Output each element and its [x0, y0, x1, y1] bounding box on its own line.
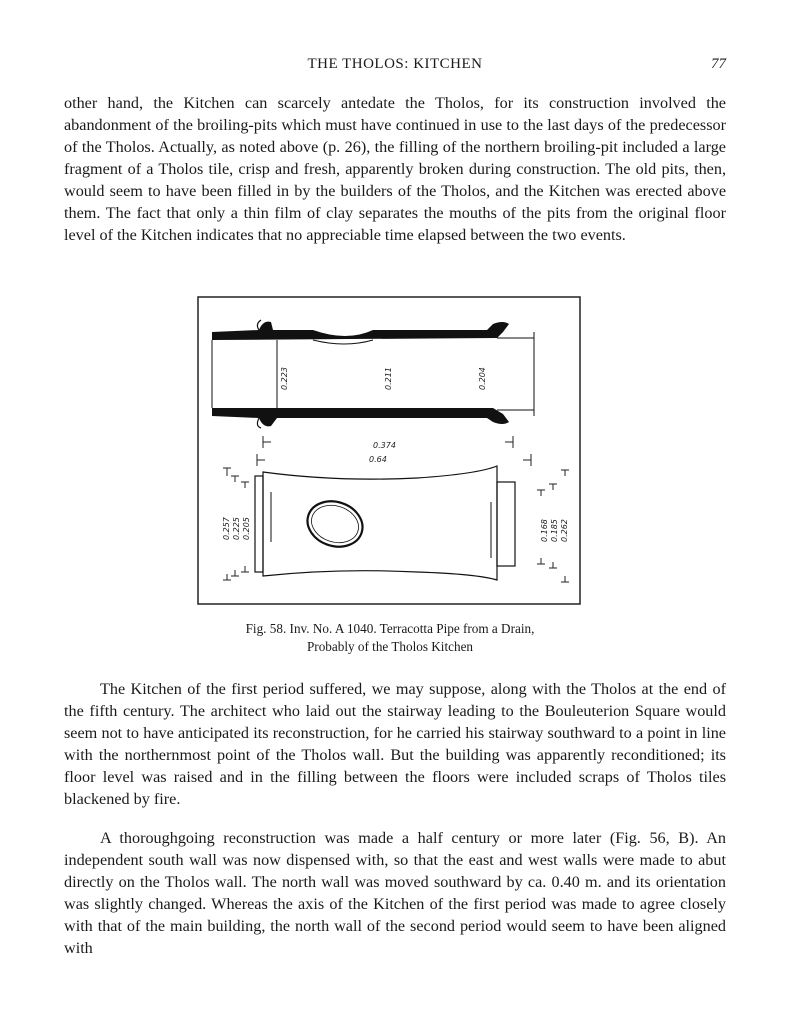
dim-right-d1: 0.168	[540, 519, 549, 542]
paragraph-3: A thoroughgoing reconstruction was made a half century or more later (Fig. 56, B). An independent south wall was now dispensed with, so that the east and west walls were made to abut directly on the Tholos wall. The north wall was moved southward by ca. 0.40 m. and its orientation was slightly changed. Whereas the axis of the Kitchen of the first period was made to agree closely with that of the main building, the north wall of the second period would seem to have been aligned with	[64, 829, 726, 957]
dim-section-d2: 0.211	[384, 367, 393, 390]
dim-left-d3: 0.205	[242, 517, 251, 540]
terracotta-pipe-drawing	[197, 296, 581, 608]
dim-length-inner: 0.374	[373, 441, 396, 450]
caption-line-2: Probably of the Tholos Kitchen	[306, 639, 474, 654]
dim-length-outer: 0.64	[369, 455, 387, 464]
dim-section-d3: 0.204	[478, 367, 487, 390]
dim-right-d3: 0.262	[560, 519, 569, 542]
dim-right-d2: 0.185	[550, 519, 559, 542]
pipe-wall-top	[212, 322, 509, 340]
page-header	[64, 56, 726, 78]
pipe-wall-bottom	[212, 408, 509, 426]
dim-section-d1: 0.223	[280, 367, 289, 390]
dim-left-d2: 0.225	[232, 517, 241, 540]
pipe-exterior-view	[255, 466, 515, 580]
paragraph-2: The Kitchen of the first period suffered, we may suppose, along with the Tholos at the end of the fifth century. The architect who laid out the stairway leading to the Bouleuterion Square would seem not to have anticipated its reconstruction, for he carried his stairway southward to a point in line with the northernmost point of the Tholos wall. But the building was apparently reconditioned; its floor level was raised and in the filling between the floors were included scraps of Tholos tiles blackened by fire.	[64, 680, 726, 808]
figure-caption	[150, 620, 630, 656]
page-number: 77	[711, 56, 726, 72]
paragraph-1: other hand, the Kitchen can scarcely antedate the Tholos, for its construction involved the abandonment of the broiling-pits which must have continued in use to the last days of the predecessor of the Tholos. Actually, as noted above (p. 26), the filling of the northern broiling-pit included a large fragment of a Tholos tile, crisp and fresh, apparently broken during construction. The old pits, then, would seem to have been filled in by the builders of the Tholos, and the Kitchen was erected above them. The fact that only a thin film of clay separates the mouths of the pits from the original floor level of the Kitchen indicates that no appreciable time elapsed between the two events.	[64, 94, 726, 244]
running-title: THE THOLOS: KITCHEN	[307, 56, 483, 72]
figure-58	[197, 296, 581, 608]
dim-left-d1: 0.257	[222, 517, 231, 540]
caption-line-1: Fig. 58. Inv. No. A 1040. Terracotta Pipe from a Drain,	[245, 621, 535, 636]
